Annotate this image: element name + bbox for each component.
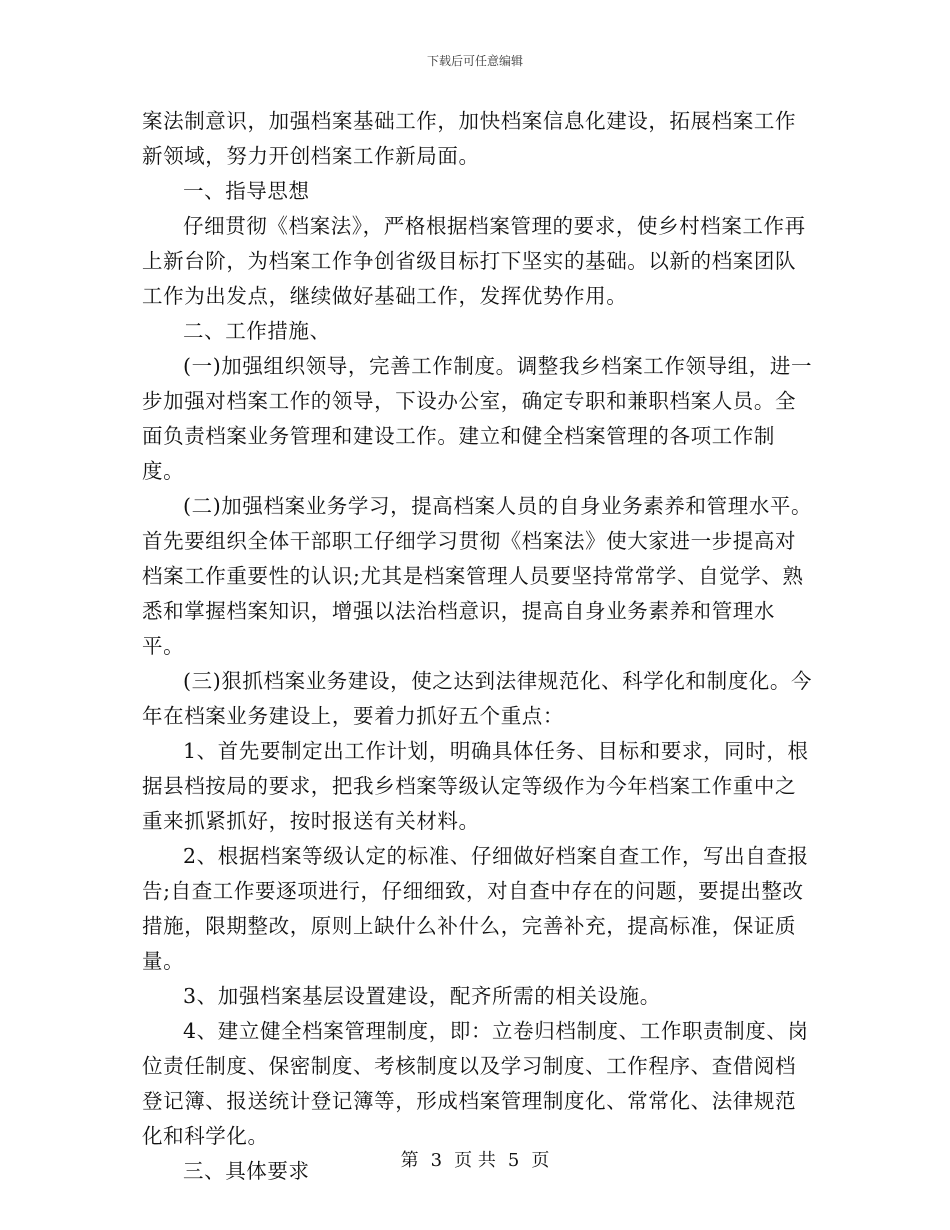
section-heading-guiding-thought: 一、指导思想 [183, 179, 310, 203]
document-body [142, 104, 814, 1189]
list-item: 1、首先要制定出工作计划，明确具体任务、目标和要求，同时，根据县档按局的要求，把我乡档案等级认定等级作为今年档案工作重中之重来抓紧抓好，按时报送有关材料。 [142, 739, 809, 833]
page-footer [0, 1146, 950, 1172]
paragraph: 仔细贯彻《档案法》，严格根据档案管理的要求，使乡村档案工作再上新台阶，为档案工作争创省级目标打下坚实的基础。以新的档案团队工作为出发点，继续做好基础工作，发挥优势作用。 [142, 214, 806, 308]
section-heading-work-measures: 二、工作措施、 [183, 319, 331, 343]
paragraph-continuation: 案法制意识，加强档案基础工作，加快档案信息化建设，拓展档案工作新领域，努力开创档案工作新局面。 [142, 109, 797, 168]
page-header: 下载后可任意编辑 [426, 54, 523, 68]
total-pages-number: 5 [507, 1150, 520, 1171]
paragraph: (一)加强组织领导，完善工作制度。调整我乡档案工作领导组，进一步加强对档案工作的领导，下设办公室，确定专职和兼职档案人员。全面负责档案业务管理和建设工作。建立和健全档案管理的各项工作制度。 [142, 354, 813, 483]
list-item: 2、根据档案等级认定的标准、仔细做好档案自查工作，写出自查报告;自查工作要逐项进行，仔细细致，对自查中存在的问题，要提出整改措施，限期整改，原则上缺什么补什么，完善补充，提高标准，保证质量。 [142, 844, 809, 973]
footer-prefix: 第 [400, 1150, 419, 1171]
section-heading-specific-requirements: 三、具体要求 [183, 1159, 310, 1183]
list-item: 3、加强档案基层设置建设，配齐所需的相关设施。 [183, 984, 661, 1008]
paragraph: (二)加强档案业务学习，提高档案人员的自身业务素养和管理水平。首先要组织全体干部职工仔细学习贯彻《档案法》使大家进一步提高对档案工作重要性的认识;尤其是档案管理人员要坚持常常学、自觉学、熟悉和掌握档案知识，增强以法治档意识，提高自身业务素养和管理水平。 [142, 494, 813, 658]
footer-suffix: 页 [531, 1150, 550, 1171]
paragraph: (三)狠抓档案业务建设，使之达到法律规范化、科学化和制度化。今年在档案业务建设上，要着力抓好五个重点： [142, 669, 813, 728]
current-page-number: 3 [430, 1150, 443, 1171]
footer-middle: 页 共 [454, 1150, 496, 1171]
list-item: 4、建立健全档案管理制度，即：立卷归档制度、工作职责制度、岗位责任制度、保密制度、考核制度以及学习制度、工作程序、查借阅档登记簿、报送统计登记簿等，形成档案管理制度化、常常化、法律规范化和科学化。 [142, 1019, 809, 1148]
